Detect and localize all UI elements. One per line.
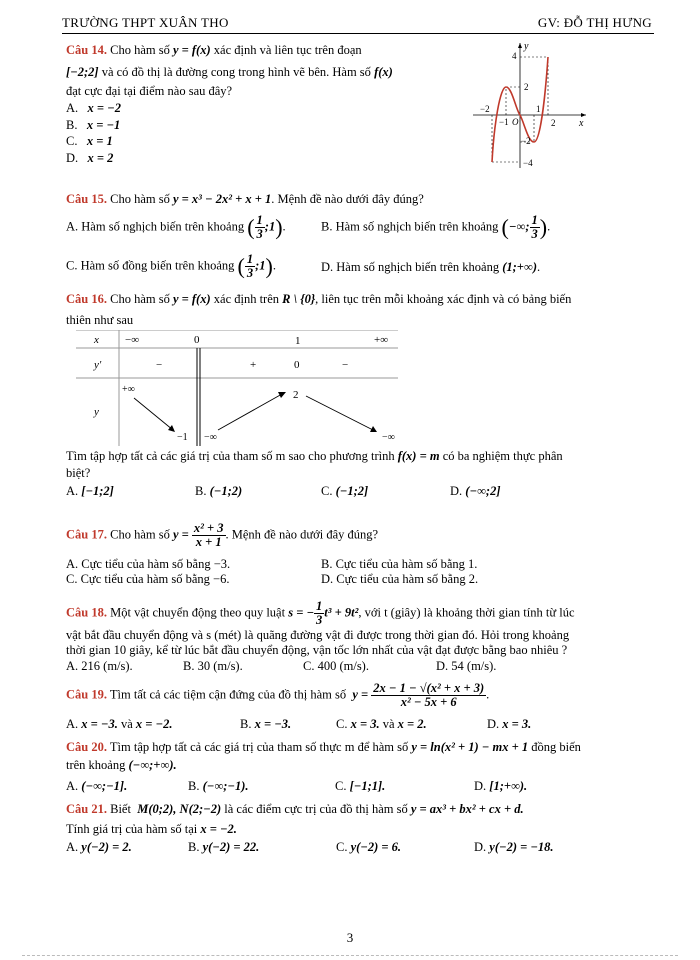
q19-option-a[interactable]: A. x = −3. và x = −2. <box>66 717 173 731</box>
q14-label: Câu 14. <box>66 43 107 57</box>
table-x-label: x <box>94 334 99 346</box>
tick-x1: 1 <box>536 104 541 114</box>
q21-option-a[interactable]: A. y(−2) = 2. <box>66 840 132 854</box>
q17-option-c[interactable]: C. Cực tiểu của hàm số bằng −6. <box>66 572 230 586</box>
header-divider <box>62 33 654 34</box>
q16-question-line2: biệt? <box>66 466 91 480</box>
q21-line2: Tính giá trị của hàm số tại x = −2. <box>66 822 237 836</box>
table-zero: 0 <box>294 359 300 371</box>
y-value-neginf-1: −∞ <box>204 432 217 443</box>
q14-line1: Câu 14. Cho hàm số y = f(x) xác định và liên tục trên đoạn <box>66 43 362 57</box>
tick-y4: 4 <box>512 51 517 61</box>
q17-option-b[interactable]: B. Cực tiểu của hàm số bằng 1. <box>321 557 478 571</box>
q14-option-b[interactable]: B. x = −1 <box>66 117 121 132</box>
tick-yn2: −2 <box>521 136 531 146</box>
y-axis-arrow <box>518 43 522 48</box>
q21-label: Câu 21. <box>66 802 107 816</box>
q17-option-a[interactable]: A. Cực tiểu của hàm số bằng −3. <box>66 557 231 571</box>
q19-option-b[interactable]: B. x = −3. <box>240 717 292 731</box>
table-sign-1: − <box>156 359 163 371</box>
q18-option-b[interactable]: B. 30 (m/s). <box>183 659 243 673</box>
q20-option-c[interactable]: C. [−1;1]. <box>335 779 386 793</box>
q19-label: Câu 19. <box>66 687 107 702</box>
q14-option-a[interactable]: A. x = −2 <box>66 101 121 115</box>
y-value-2: 2 <box>293 389 299 401</box>
tick-x2: 2 <box>551 118 556 128</box>
q18-label: Câu 18. <box>66 605 107 620</box>
q20-label: Câu 20. <box>66 740 107 754</box>
q16-line2: thiên như sau <box>66 313 134 327</box>
q18-line3: thời gian 10 giây, kể từ lúc bắt đầu chuyển động, vận tốc lớn nhất của vật đạt được bằng bao nhiêu ? <box>66 643 568 657</box>
q20-option-a[interactable]: A. (−∞;−1]. <box>66 779 128 793</box>
y-value-posinf: +∞ <box>122 384 135 395</box>
q14-options <box>66 100 121 166</box>
x-axis-arrow <box>581 113 586 117</box>
q14-line2: [−2;2] và có đồ thị là đường cong trong hình vẽ bên. Hàm số f(x) <box>66 65 393 79</box>
table-x-zero: 0 <box>194 334 200 346</box>
tick-xn1: −1 <box>499 117 509 127</box>
x-axis-label: x <box>579 118 584 129</box>
y-axis-label: y <box>524 41 529 52</box>
q18-option-c[interactable]: C. 400 (m/s). <box>303 659 369 673</box>
q17-option-d[interactable]: D. Cực tiểu của hàm số bằng 2. <box>321 572 479 586</box>
q18-line2: vật bắt đầu chuyển động và s (mét) là quãng đường vật đi được trong thời gian đó. Hỏi trong khoảng <box>66 628 570 642</box>
q15-label: Câu 15. <box>66 192 107 206</box>
y-value-neg1: −1 <box>177 432 188 443</box>
q16-line1: Câu 16. Cho hàm số y = f(x) xác định trên R \ {0}, liên tục trên mỗi khoảng xác định và có bảng biến <box>66 292 572 306</box>
table-arrows <box>134 392 377 432</box>
q21-line1: Câu 21. Biết M(0;2), N(2;−2) là các điểm cực trị của đồ thị hàm số y = ax³ + bx² + cx + d. <box>66 802 524 816</box>
q17-label: Câu 17. <box>66 527 107 542</box>
page-bottom-divider <box>22 955 678 956</box>
origin-label: O <box>512 117 519 127</box>
q18-option-d[interactable]: D. 54 (m/s). <box>436 659 497 673</box>
q15-line1: Câu 15. Cho hàm số y = x³ − 2x² + x + 1. Mệnh đề nào dưới đây đúng? <box>66 192 424 206</box>
table-sign-2: + <box>250 359 257 371</box>
q18-line1: Câu 18. Một vật chuyển động theo quy luật s = − $\frac{1}{3}$ t³ + 9t², với t (giây) là khoảng thời gian tính từ lúc <box>66 599 575 627</box>
table-y-label: y <box>94 406 99 418</box>
q14-function-graph <box>468 40 588 175</box>
q17-line1: Câu 17. Cho hàm số y = $\frac{\text{x² + 3}}{x + 1}$ . Mệnh đề nào dưới đây đúng? <box>66 521 379 549</box>
tick-xn2: −2 <box>480 104 490 114</box>
q16-option-d[interactable]: D. (−∞;2] <box>450 484 501 498</box>
header-teacher: GV: ĐỖ THỊ HƯNG <box>537 15 652 30</box>
q16-label: Câu 16. <box>66 292 107 306</box>
table-x-one: 1 <box>295 335 301 347</box>
q16-option-c[interactable]: C. (−1;2] <box>321 484 369 498</box>
q15-option-d[interactable]: D. Hàm số nghịch biến trên khoảng (1;+∞). <box>321 260 541 274</box>
q18-option-a[interactable]: A. 216 (m/s). <box>66 659 133 673</box>
tick-y2: 2 <box>524 82 529 92</box>
q14-option-c[interactable]: C. x = 1 <box>66 134 113 148</box>
q20-option-b[interactable]: B. (−∞;−1). <box>188 779 249 793</box>
table-yprime-label: y' <box>94 359 102 371</box>
table-x-posinf: +∞ <box>374 334 389 346</box>
q19-option-c[interactable]: C. x = 3. và x = 2. <box>336 717 427 731</box>
table-sign-3: − <box>342 359 349 371</box>
q15-option-a[interactable]: A. Hàm số nghịch biến trên khoảng ( $\frac{1}{3}$ ;1). <box>66 213 286 241</box>
q21-option-d[interactable]: D. y(−2) = −18. <box>474 840 554 854</box>
q15-option-c[interactable]: C. Hàm số đồng biến trên khoảng ( $\frac{1}{3}$ ;1). <box>66 252 276 280</box>
q16-option-b[interactable]: B. (−1;2) <box>195 484 243 498</box>
q15-option-b[interactable]: B. Hàm số nghịch biến trên khoảng (−∞; $\frac{1}{3}$ ). <box>321 213 551 241</box>
q21-option-b[interactable]: B. y(−2) = 22. <box>188 840 260 854</box>
table-x-neginf: −∞ <box>125 334 140 346</box>
q16-option-a[interactable]: A. [−1;2] <box>66 484 114 498</box>
tick-yn4: −4 <box>523 158 533 168</box>
header-school: TRƯỜNG THPT XUÂN THO <box>62 15 229 30</box>
q16-variation-table <box>76 330 398 446</box>
q20-option-d[interactable]: D. [1;+∞). <box>474 779 528 793</box>
q14-line3: đạt cực đại tại điểm nào sau đây? <box>66 84 233 98</box>
q20-line2: trên khoảng (−∞;+∞). <box>66 758 177 772</box>
q14-option-d[interactable]: D. x = 2 <box>66 150 114 165</box>
q19-option-d[interactable]: D. x = 3. <box>487 717 532 731</box>
y-value-neginf-2: −∞ <box>382 432 395 443</box>
q21-option-c[interactable]: C. y(−2) = 6. <box>336 840 402 854</box>
page-number: 3 <box>346 930 354 945</box>
q20-line1: Câu 20. Tìm tập hợp tất cả các giá trị của tham số thực m để hàm số y = ln(x² + 1) − mx + 1 đồng biến <box>66 740 581 754</box>
q19-line1: Câu 19. Tìm tất cả các tiệm cận đứng của đồ thị hàm số y = $\frac{\text{2x − 1 − √(x² + x + 3)}}{\text{x² − 5x + 6}}$ . <box>66 681 490 709</box>
q16-question-line1: Tìm tập hợp tất cả các giá trị của tham số m sao cho phương trình f(x) = m có ba nghiệm thực phân <box>66 449 563 463</box>
